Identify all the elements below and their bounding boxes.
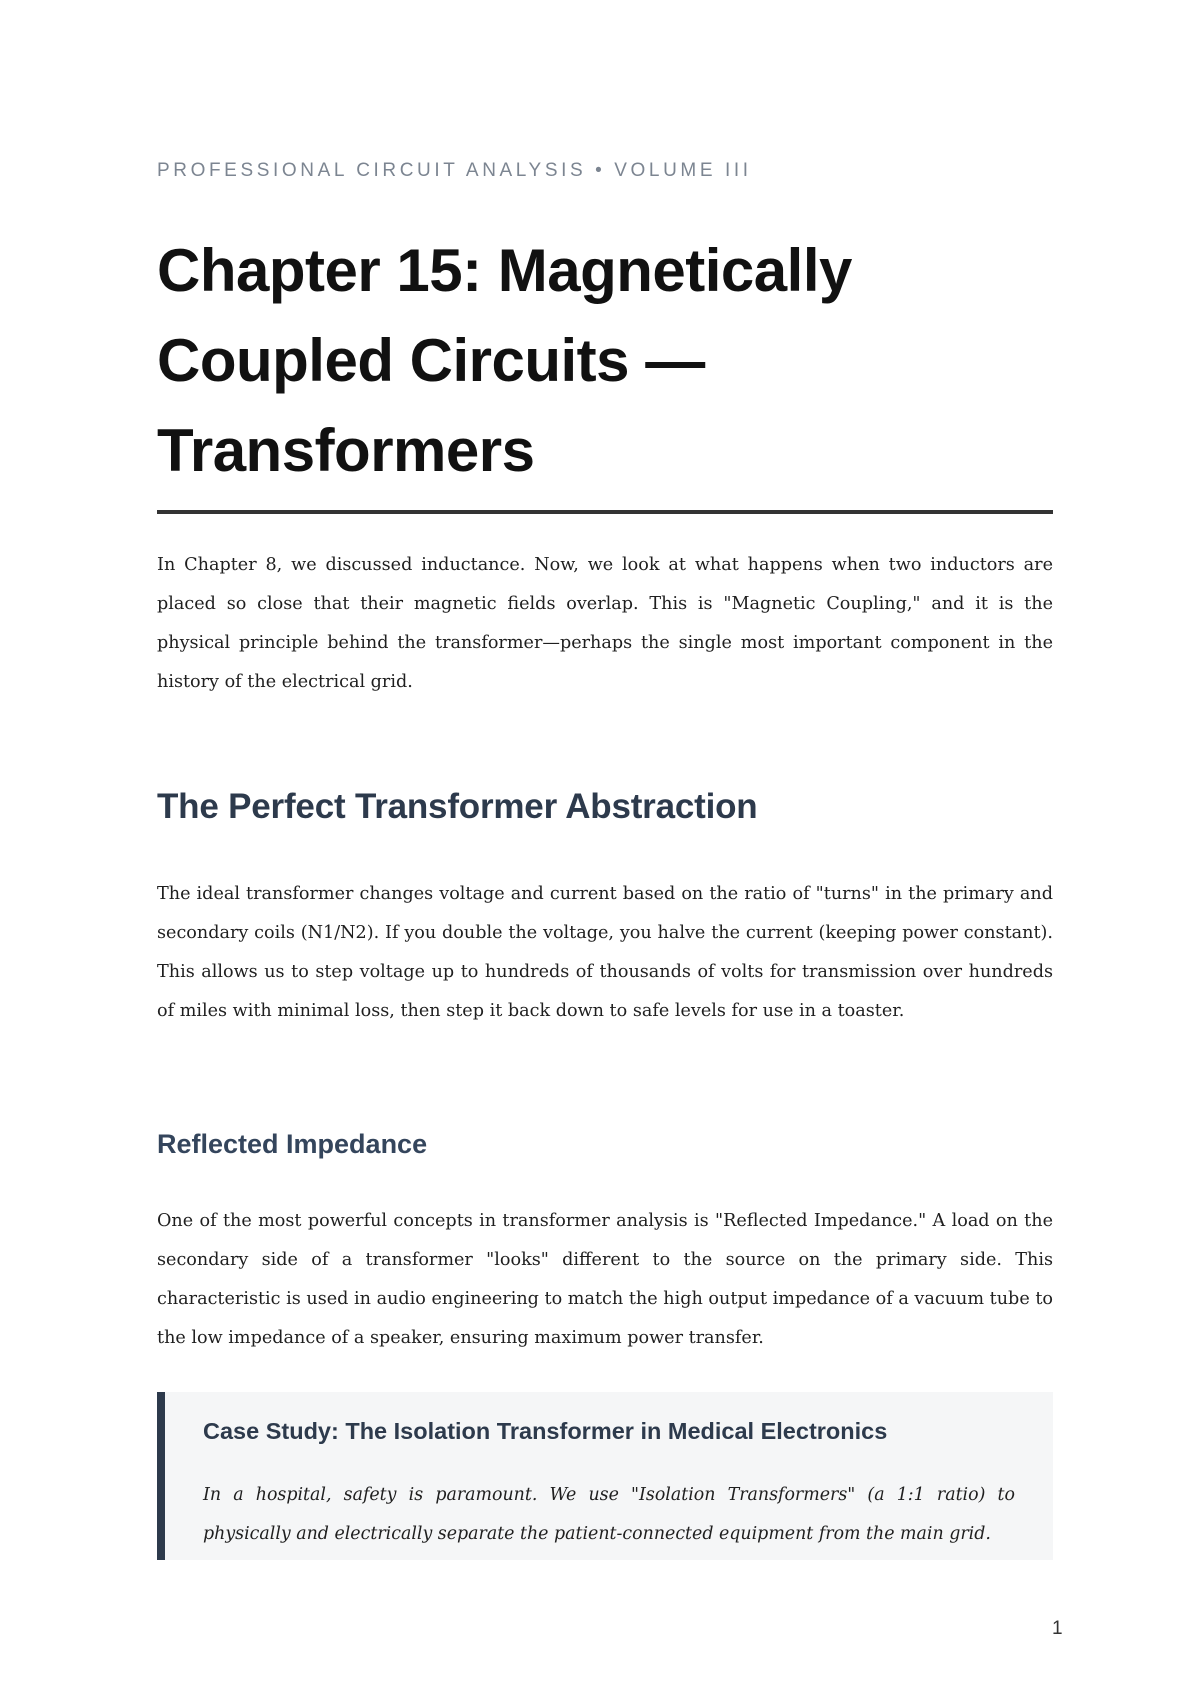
- running-head: PROFESSIONAL CIRCUIT ANALYSIS • VOLUME III: [157, 160, 752, 181]
- case-study-title: Case Study: The Isolation Transformer in Medical Electronics: [203, 1418, 888, 1444]
- intro-paragraph: In Chapter 8, we discussed inductance. Now, we look at what happens when two inductors are placed so close that their magnetic fields overlap. This is "Magnetic Coupling," and it is the physical principle behind the transformer—perhaps the single most important component in the history of the electrical grid.: [157, 555, 1053, 692]
- case-study-callout: [157, 1392, 1053, 1560]
- title-divider: [157, 510, 1053, 514]
- subsection-paragraph-reflected-impedance: One of the most powerful concepts in transformer analysis is "Reflected Impedance." A load on the secondary side of a transformer "looks" different to the source on the primary side. This characteristic is used in audio engineering to match the high output impedance of a vacuum tube to the low impedance of a speaker, ensuring maximum power transfer.: [157, 1211, 1053, 1348]
- section-heading-perfect-transformer: The Perfect Transformer Abstraction: [157, 787, 758, 826]
- subsection-heading-reflected-impedance: Reflected Impedance: [157, 1129, 428, 1159]
- chapter-title: Chapter 15: Magnetically Coupled Circuits — Transformers: [157, 237, 852, 484]
- page-number: 1: [1052, 1618, 1063, 1639]
- section-paragraph-perfect-transformer: The ideal transformer changes voltage and current based on the ratio of "turns" in the primary and secondary coils (N1/N2). If you double the voltage, you halve the current (keeping power constant). This allows us to step voltage up to hundreds of thousands of volts for transmission over hundreds of miles with minimal loss, then step it back down to safe levels for use in a toaster.: [157, 884, 1053, 1021]
- case-study-text: In a hospital, safety is paramount. We use "Isolation Transformers" (a 1:1 ratio) to physically and electrically separate the patient-connected equipment from the main grid.: [203, 1485, 1015, 1544]
